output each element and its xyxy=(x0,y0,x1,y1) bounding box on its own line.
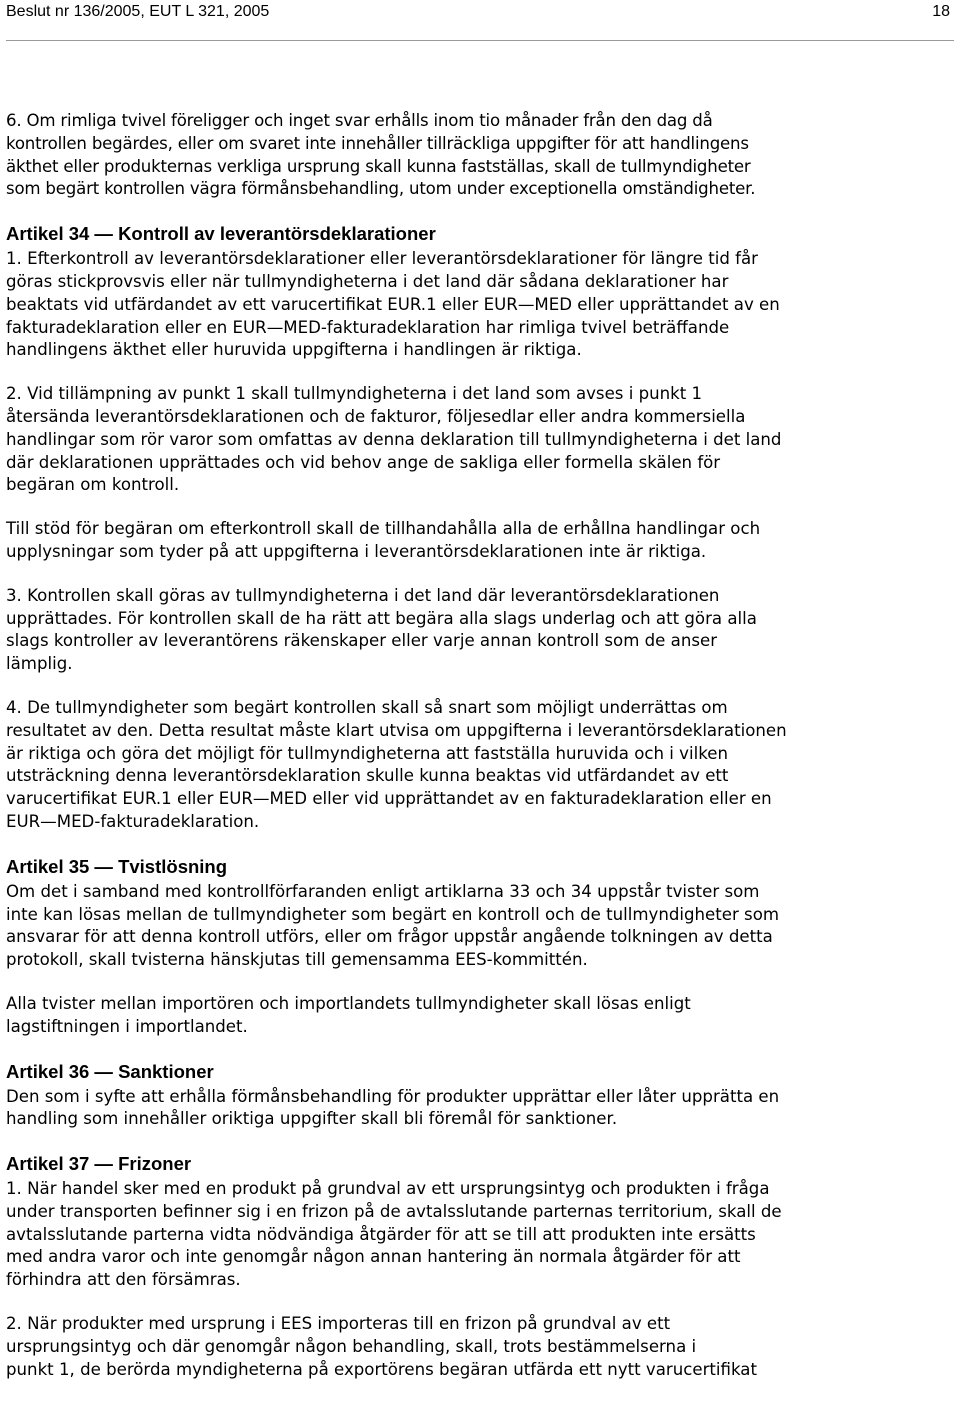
paragraph-34-4: 4. De tullmyndigheter som begärt kontrollen skall så snart som möjligt underrättas om resultatet av den. Detta resultat måste klart utvisa om uppgifterna i leverantörsdeklarationen är riktiga och göra det möjligt för tullmyndigheterna att fastställa huruvida och i vilken utsträckning denna leverantörsdeklaration skulle kunna beaktas vid utfärdandet av ett varucertifikat EUR.1 eller EUR—MED eller vid upprättandet av en fakturadeklaration eller en EUR—MED-fakturadeklaration. xyxy=(6,697,787,831)
document-body xyxy=(6,110,958,1381)
paragraph-34-2-support: Till stöd för begäran om efterkontroll skall de tillhandahålla alla de erhållna handlingar och upplysningar som tyder på att uppgifterna i leverantörsdeklarationen inte är riktiga. xyxy=(6,519,761,561)
paragraph-37-1: 1. När handel sker med en produkt på grundval av ett ursprungsintyg och produkten i fråga under transporten befinner sig i en frizon på de avtalsslutande parternas territorium, skall de avtalsslutande parterna vidta nödvändiga åtgärder för att se till att produkten inte ersätts med andra varor och inte genomgår någon annan hantering än normala åtgärder för att förhindra att den försämras. xyxy=(6,1179,782,1290)
paragraph-37-2: 2. När produkter med ursprung i EES importeras till en frizon på grundval av ett ursprungsintyg och där genomgår någon behandling, skall, trots bestämmelserna i punkt 1, de berörda myndigheterna på exportörens begäran utfärda ett nytt varucertifikat xyxy=(6,1314,757,1379)
paragraph-34-3: 3. Kontrollen skall göras av tullmyndigheterna i det land där leverantörsdeklarationen upprättades. För kontrollen skall de ha rätt att begära alla slags underlag och att göra alla slags kontroller av leverantörens räkenskaper eller varje annan kontroll som de anser lämplig. xyxy=(6,585,757,674)
page-number: 18 xyxy=(932,3,950,20)
page-header xyxy=(6,0,950,32)
document-reference: Beslut nr 136/2005, EUT L 321, 2005 xyxy=(6,3,270,20)
header-divider xyxy=(6,40,954,41)
paragraph-35-2: Alla tvister mellan importören och importlandets tullmyndigheter skall lösas enligt lagstiftningen i importlandet. xyxy=(6,993,691,1036)
paragraph-36-1: Den som i syfte att erhålla förmånsbehandling för produkter upprättar eller låter upprätta en handling som innehåller oriktiga uppgifter skall bli föremål för sanktioner. xyxy=(6,1086,780,1129)
paragraph-33-6: 6. Om rimliga tvivel föreligger och inget svar erhålls inom tio månader från den dag då kontrollen begärdes, eller om svaret inte innehåller tillräckliga uppgifter för att handlingens äkthet eller produkternas verkliga ursprung skall kunna fastställas, skall de tullmyndigheter som begärt kontrollen vägra förmånsbehandling, utom under exceptionella omständigheter. xyxy=(6,111,756,199)
heading-article-35: Artikel 35 — Tvistlösning xyxy=(6,855,228,877)
paragraph-34-1: 1. Efterkontroll av leverantörsdeklarationer eller leverantörsdeklarationer för längre tid får göras stickprovsvis eller när tullmyndigheterna i det land där sådana deklarationer har beaktats vid utfärdandet av ett varucertifikat EUR.1 eller EUR—MED eller upprättandet av en fakturadeklaration eller en EUR—MED-fakturadeklaration har rimliga tvivel beträffande handlingens äkthet eller huruvida uppgifterna i handlingen är riktiga. xyxy=(6,249,780,360)
heading-article-37: Artikel 37 — Frizoner xyxy=(6,1153,192,1175)
heading-article-34: Artikel 34 — Kontroll av leverantörsdeklarationer xyxy=(6,223,436,245)
heading-article-36: Artikel 36 — Sanktioner xyxy=(6,1060,214,1082)
paragraph-34-2: 2. Vid tillämpning av punkt 1 skall tullmyndigheterna i det land som avses i punkt 1 återsända leverantörsdeklarationen och de fakturor, följesedlar eller andra kommersiella handlingar som rör varor som omfattas av denna deklaration till tullmyndigheterna i det land där deklarationen upprättades och vid behov ange de sakliga eller formella skälen för begäran om kontroll. xyxy=(6,384,782,495)
paragraph-35-1: Om det i samband med kontrollförfaranden enligt artiklarna 33 och 34 uppstår tvister som inte kan lösas mellan de tullmyndigheter som begärt en kontroll och de tullmyndigheter som ansvarar för att denna kontroll utförs, eller om frågor uppstår angående tolkningen av detta protokoll, skall tvisterna hänskjutas till gemensamma EES-kommittén. xyxy=(6,881,780,970)
